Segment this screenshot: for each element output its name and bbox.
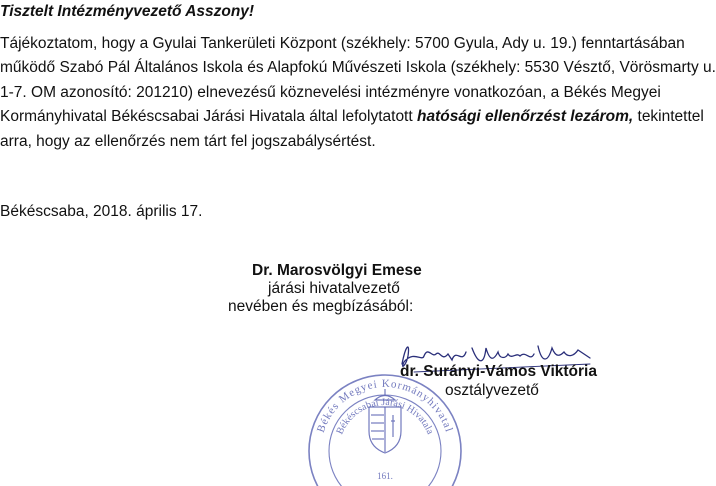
body-line-5: arra, hogy az ellenőrzés nem tárt fel jogszabálysértést. — [0, 133, 376, 150]
body-line-4 — [0, 109, 704, 125]
body-line-4-start: Kormányhivatal Békéscsabai Járási Hivatala által lefolytatott — [0, 108, 417, 125]
body-line-4-end: tekintettel — [633, 108, 704, 125]
signatory-name: Dr. Marosvölgyi Emese — [252, 262, 422, 279]
signatory-behalf: nevében és megbízásából: — [228, 298, 414, 315]
stamp-number: 161. — [377, 471, 393, 481]
date-place: Békéscsaba, 2018. április 17. — [0, 203, 203, 220]
stamp-outer-text: Békés Megyei Kormányhivatal — [314, 377, 456, 435]
body-line-1: Tájékoztatom, hogy a Gyulai Tankerületi Központ (székhely: 5700 Gyula, Ady u. 19.) fenntartásában — [0, 35, 685, 52]
body-line-2: működő Szabó Pál Általános Iskola és Alapfokú Művészeti Iskola (székhely: 5530 Vésztő, Vörösmarty u. — [0, 59, 716, 76]
stamp-inner-text: Békéscsabai Járási Hivatala — [334, 396, 436, 437]
signatory-role: járási hivatalvezető — [268, 280, 400, 297]
body-line-3: 1-7. OM azonosító: 201210) elnevezésű köznevelési intézményre vonatkozóan, a Békés Megyei — [0, 84, 661, 101]
letter-greeting: Tisztelt Intézményvezető Asszony! — [0, 3, 255, 20]
emphasized-decision: hatósági ellenőrzést lezárom, — [416, 108, 634, 125]
signer-name: dr. Surányi-Vámos Viktória — [400, 363, 597, 380]
signer-role: osztályvezető — [445, 382, 539, 399]
